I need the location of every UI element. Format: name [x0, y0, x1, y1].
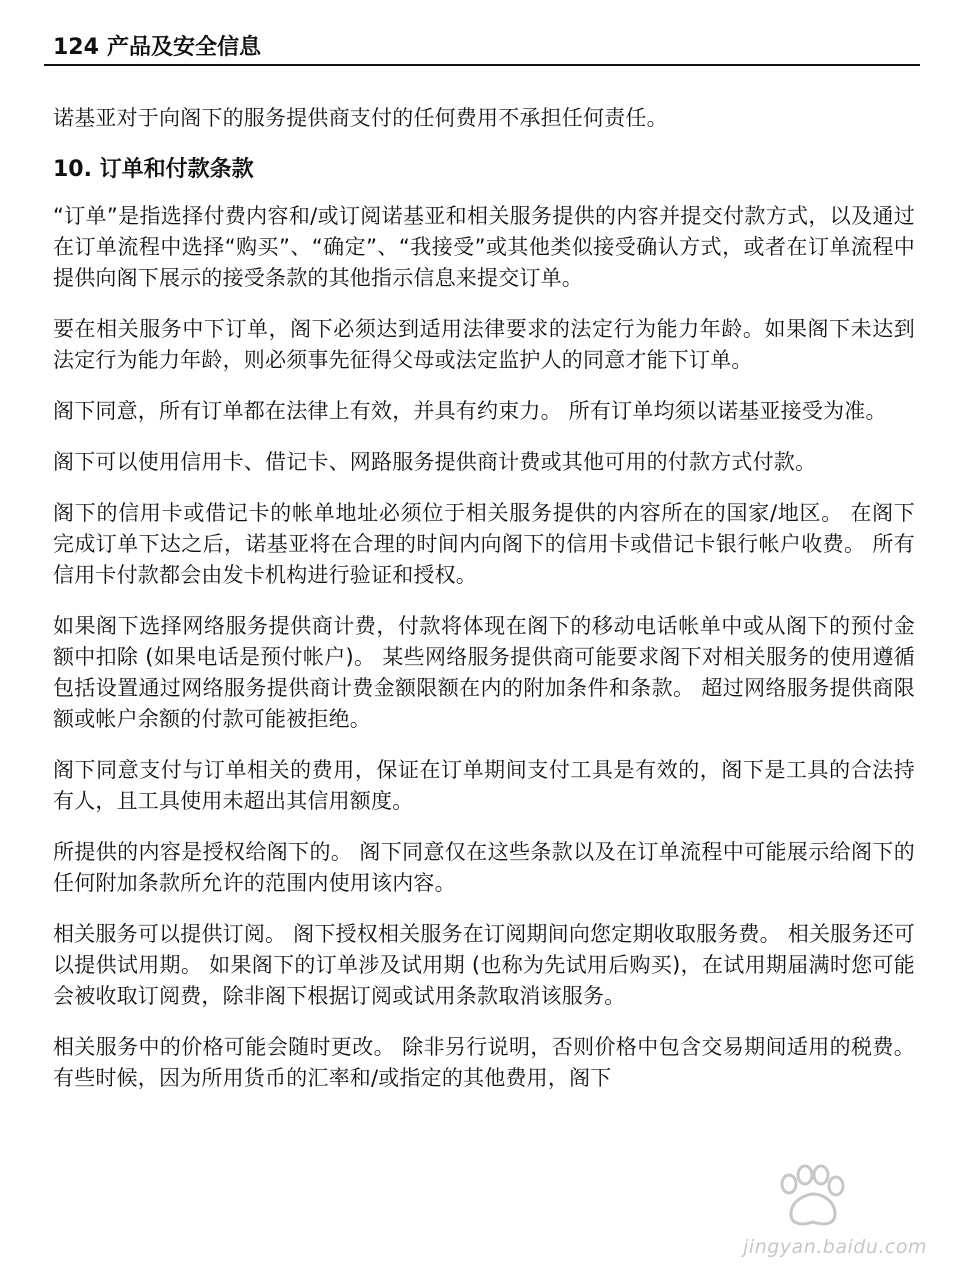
paragraph-3: 阁下同意，所有订单都在法律上有效，并具有约束力。 所有订单均须以诺基亚接受为准。	[53, 399, 887, 423]
header-text	[53, 34, 261, 62]
paragraph-8: 所提供的内容是授权给阁下的。 阁下同意仅在这些条款以及在订单流程中可能展示给阁下的任何附加条款所允许的范围内使用该内容。	[53, 840, 915, 895]
paragraph-7: 阁下同意支付与订单相关的费用，保证在订单期间支付工具是有效的，阁下是工具的合法持有人，且工具使用未超出其信用额度。	[53, 758, 915, 813]
page-header	[44, 30, 920, 66]
header-title: 产品及安全信息	[106, 35, 261, 60]
paw-icon	[769, 1162, 849, 1232]
page-number: 124	[53, 35, 99, 60]
paragraph-1: “订单”是指选择付费内容和/或订阅诺基亚和相关服务提供的内容并提交付款方式，以及通过在订单流程中选择“购买”、“确定”、“我接受”或其他类似接受确认方式，或者在订单流程中提供向阁下展示的接受条款的其他指示信息来提交订单。	[53, 204, 915, 290]
paragraph-6: 如果阁下选择网络服务提供商计费，付款将体现在阁下的移动电话帐单中或从阁下的预付金额中扣除 (如果电话是预付帐户)。 某些网络服务提供商可能要求阁下对相关服务的使用遵循包括设置通过网络服务提供商计费金额限额在内的附加条件和条款。 超过网络服务提供商限额或帐户余额的付款可能被拒绝。	[53, 614, 915, 731]
paragraph-4: 阁下可以使用信用卡、借记卡、网路服务提供商计费或其他可用的付款方式付款。	[53, 450, 817, 474]
watermark-text: jingyan.baidu.com	[743, 1236, 927, 1258]
paragraph-5: 阁下的信用卡或借记卡的帐单地址必须位于相关服务提供的内容所在的国家/地区。 在阁下完成订单下达之后，诺基亚将在合理的时间内向阁下的信用卡或借记卡银行帐户收费。 所有信用卡付款都会由发卡机构进行验证和授权。	[53, 501, 915, 587]
paragraph-9: 相关服务可以提供订阅。 阁下授权相关服务在订阅期间向您定期收取服务费。 相关服务还可以提供试用期。 如果阁下的订单涉及试用期 (也称为先试用后购买)，在试用期届满时您可能会被收取订阅费，除非阁下根据订阅或试用条款取消该服务。	[53, 922, 915, 1008]
watermark	[717, 1158, 927, 1258]
document-body	[53, 103, 915, 1114]
paragraph-10: 相关服务中的价格可能会随时更改。 除非另行说明，否则价格中包含交易期间适用的税费。 有些时候，因为所用货币的汇率和/或指定的其他费用，阁下	[53, 1035, 915, 1090]
paragraph-2: 要在相关服务中下订单，阁下必须达到适用法律要求的法定行为能力年龄。如果阁下未达到法定行为能力年龄，则必须事先征得父母或法定监护人的同意才能下订单。	[53, 317, 915, 372]
section-title: 10. 订单和付款条款	[53, 157, 254, 182]
intro-paragraph: 诺基亚对于向阁下的服务提供商支付的任何费用不承担任何责任。	[53, 106, 668, 130]
